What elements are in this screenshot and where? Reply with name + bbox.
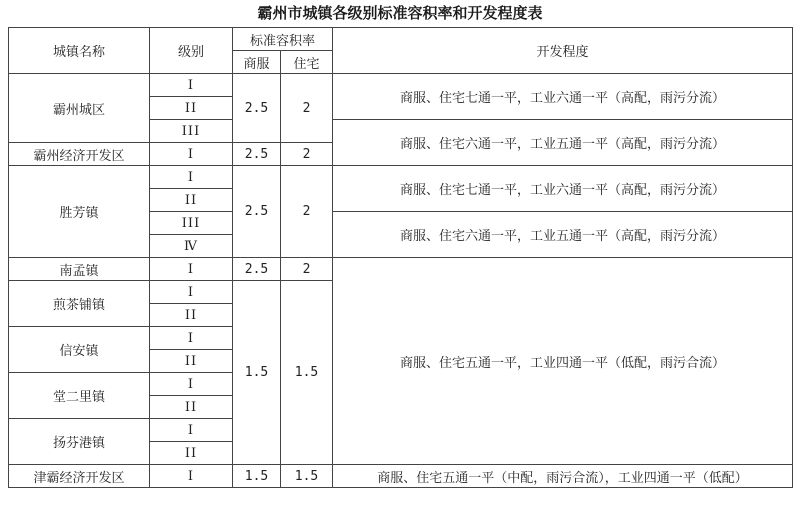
level-cell: I [150,143,233,166]
town-name: 扬芬港镇 [9,419,150,465]
town-name: 信安镇 [9,327,150,373]
table-row [9,166,793,189]
level-cell: III [150,120,233,143]
level-cell: III [150,212,233,235]
residential-far: 1.5 [281,281,333,465]
residential-far: 2 [281,74,333,143]
header-residential: 住宅 [281,51,333,74]
residential-far: 2 [281,143,333,166]
level-cell: I [150,281,233,304]
town-name: 煎茶铺镇 [9,281,150,327]
table-row [9,74,793,97]
commercial-far: 2.5 [233,143,281,166]
level-cell: II [150,350,233,373]
residential-far: 2 [281,258,333,281]
residential-far: 2 [281,166,333,258]
town-name: 霸州城区 [9,74,150,143]
development-cell: 商服、住宅五通一平（中配，雨污合流），工业四通一平（低配） [333,465,793,488]
town-name: 津霸经济开发区 [9,465,150,488]
commercial-far: 1.5 [233,465,281,488]
commercial-far: 2.5 [233,258,281,281]
header-level: 级别 [150,28,233,74]
development-cell: 商服、住宅六通一平，工业五通一平（高配，雨污分流） [333,212,793,258]
development-cell: 商服、住宅六通一平，工业五通一平（高配，雨污分流） [333,120,793,166]
town-name: 胜芳镇 [9,166,150,258]
level-cell: I [150,465,233,488]
header-far: 标准容积率 [233,28,333,51]
table-row [9,465,793,488]
development-cell: 商服、住宅七通一平，工业六通一平（高配，雨污分流） [333,74,793,120]
header-development: 开发程度 [333,28,793,74]
level-cell: II [150,189,233,212]
level-cell: II [150,97,233,120]
level-cell: II [150,442,233,465]
level-cell: I [150,419,233,442]
table-row [9,258,793,281]
commercial-far: 1.5 [233,281,281,465]
level-cell: II [150,304,233,327]
development-cell: 商服、住宅五通一平，工业四通一平（低配，雨污合流） [333,258,793,465]
page-title: 霸州市城镇各级别标准容积率和开发程度表 [257,4,543,22]
header-commercial: 商服 [233,51,281,74]
header-row [9,28,793,51]
level-cell: I [150,373,233,396]
town-name: 堂二里镇 [9,373,150,419]
town-name: 南孟镇 [9,258,150,281]
header-town: 城镇名称 [9,28,150,74]
commercial-far: 2.5 [233,74,281,143]
town-name: 霸州经济开发区 [9,143,150,166]
commercial-far: 2.5 [233,166,281,258]
far-development-table [8,27,793,488]
level-cell: Ⅳ [150,235,233,258]
level-cell: II [150,396,233,419]
residential-far: 1.5 [281,465,333,488]
level-cell: I [150,327,233,350]
development-cell: 商服、住宅七通一平，工业六通一平（高配，雨污分流） [333,166,793,212]
level-cell: I [150,74,233,97]
level-cell: I [150,166,233,189]
level-cell: I [150,258,233,281]
